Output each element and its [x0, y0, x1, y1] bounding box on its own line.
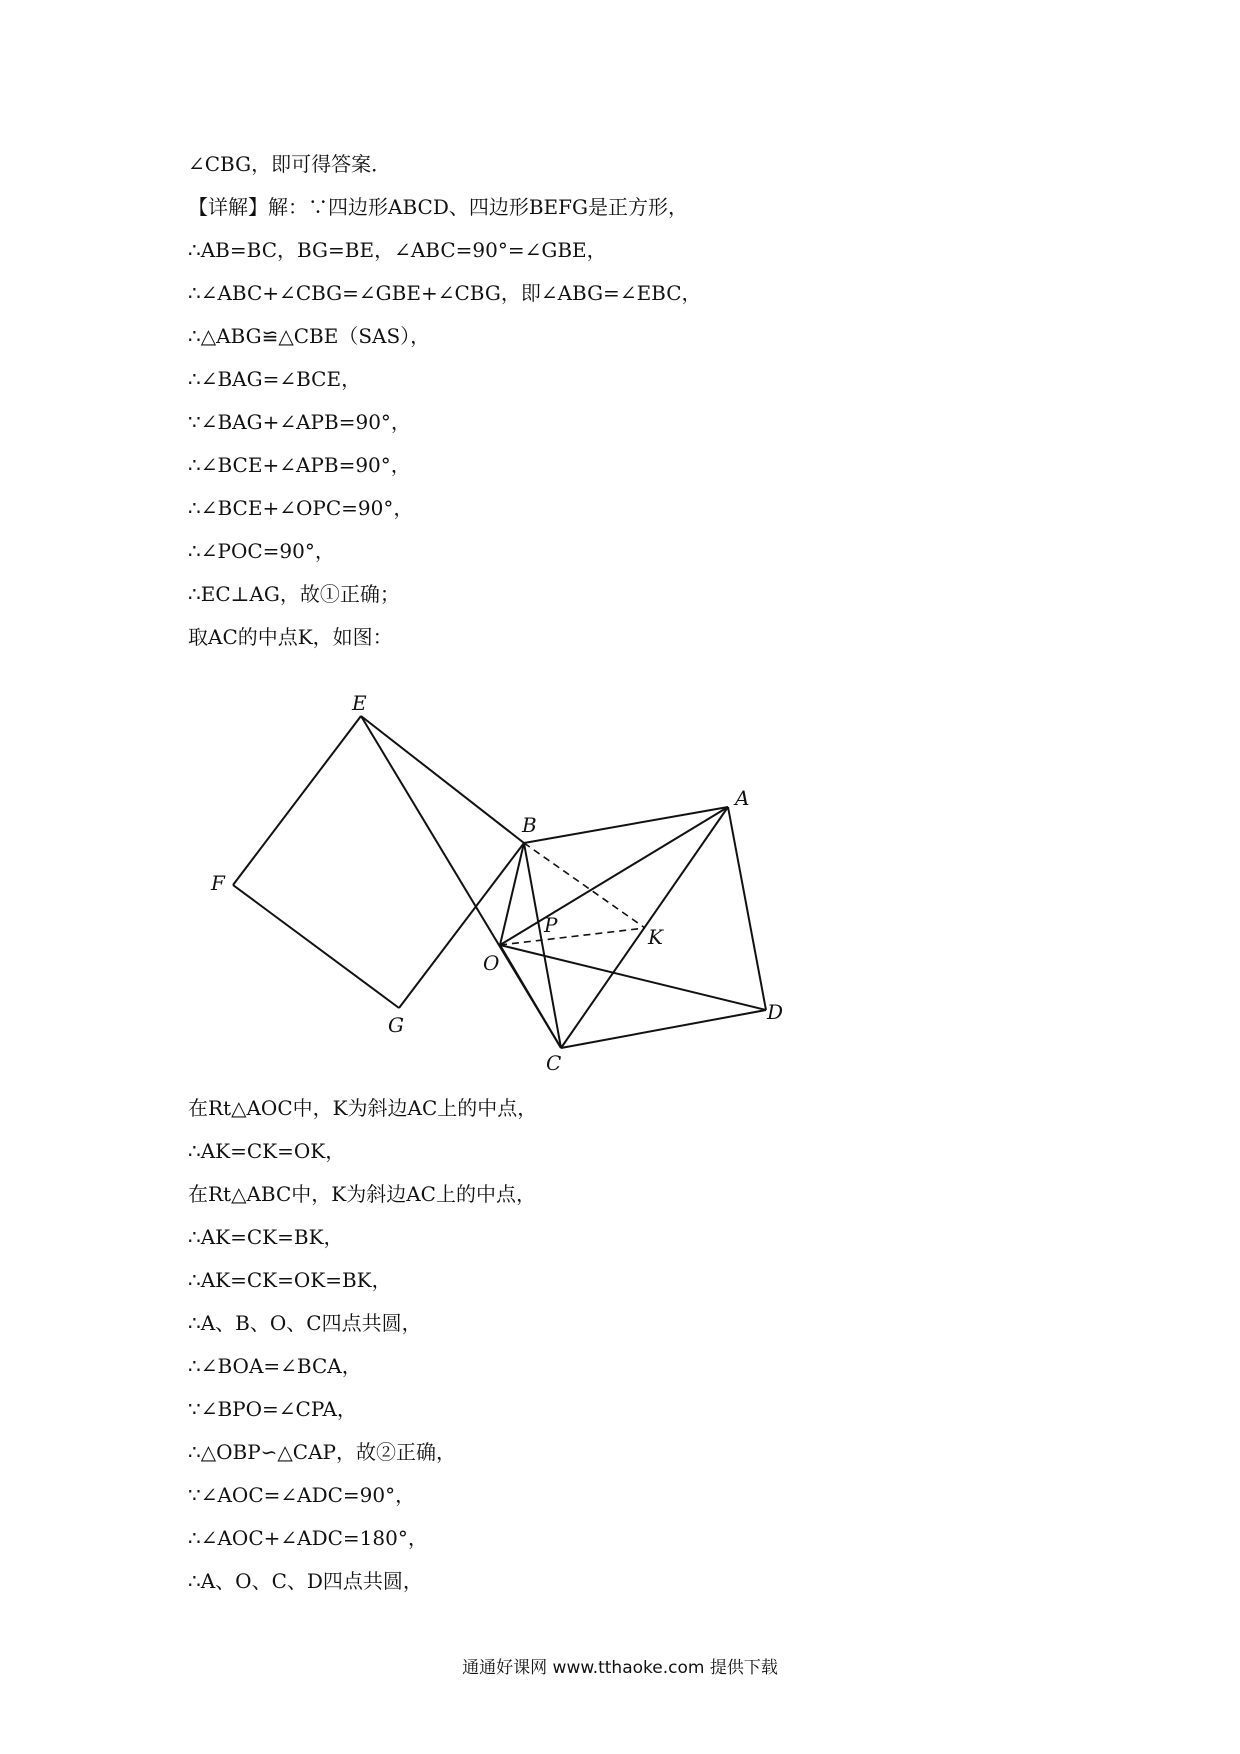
- geometry-figure: [200, 672, 800, 1072]
- text-line-24: ∴A、O、C、D四点共圆，: [188, 1569, 423, 1593]
- label-B: B: [522, 813, 537, 837]
- text-line-5: ∴△ABG≌△CBE（SAS），: [188, 324, 431, 348]
- label-D: D: [767, 1000, 784, 1024]
- label-O: O: [483, 951, 500, 975]
- text-line-4: ∴∠ABC+∠CBG=∠GBE+∠CBG，即∠ABG=∠EBC，: [188, 281, 702, 305]
- text-line-2: 【详解】解：∵四边形ABCD、四边形BEFG是正方形，: [188, 195, 688, 219]
- segment-OD: [500, 945, 766, 1010]
- segment-DC: [561, 1010, 766, 1048]
- text-line-15: 在Rt△ABC中，K为斜边AC上的中点，: [188, 1182, 536, 1206]
- text-line-11: ∴EC⊥AG，故①正确；: [188, 582, 400, 606]
- text-line-7: ∵∠BAG+∠APB=90°，: [188, 410, 411, 434]
- label-G: G: [388, 1013, 404, 1037]
- text-line-9: ∴∠BCE+∠OPC=90°，: [188, 496, 414, 520]
- geometry-svg: [200, 672, 800, 1072]
- label-C: C: [546, 1051, 562, 1072]
- text-line-22: ∵∠AOC=∠ADC=90°，: [188, 1483, 416, 1507]
- segment-EB: [361, 716, 524, 843]
- label-A: A: [735, 786, 750, 810]
- text-line-1: ∠CBG，即可得答案．: [188, 152, 392, 176]
- text-line-14: ∴AK=CK=OK，: [188, 1139, 346, 1163]
- text-line-10: ∴∠POC=90°，: [188, 539, 335, 563]
- segment-FG: [233, 885, 399, 1008]
- segment-EF: [233, 716, 361, 885]
- label-E: E: [352, 691, 367, 715]
- label-F: F: [211, 871, 225, 895]
- text-line-16: ∴AK=CK=BK，: [188, 1225, 344, 1249]
- text-line-12: 取AC的中点K，如图：: [188, 625, 393, 649]
- text-line-21: ∴△OBP∽△CAP，故②正确，: [188, 1440, 456, 1464]
- dashed-OK: [500, 928, 645, 945]
- text-line-3: ∴AB=BC，BG=BE，∠ABC=90°=∠GBE，: [188, 238, 607, 262]
- text-line-19: ∴∠BOA=∠BCA，: [188, 1354, 362, 1378]
- dashed-BK: [524, 843, 645, 928]
- text-line-8: ∴∠BCE+∠APB=90°，: [188, 453, 411, 477]
- segment-AD: [728, 807, 766, 1010]
- text-line-18: ∴A、B、O、C四点共圆，: [188, 1311, 422, 1335]
- label-K: K: [648, 925, 663, 949]
- page-footer: 通通好课网 www.tthaoke.com 提供下载: [462, 1658, 778, 1678]
- text-line-23: ∴∠AOC+∠ADC=180°，: [188, 1526, 428, 1550]
- label-P: P: [544, 913, 558, 937]
- text-line-20: ∵∠BPO=∠CPA，: [188, 1397, 357, 1421]
- text-line-6: ∴∠BAG=∠BCE，: [188, 367, 362, 391]
- text-line-13: 在Rt△AOC中，K为斜边AC上的中点，: [188, 1096, 538, 1120]
- text-line-17: ∴AK=CK=OK=BK，: [188, 1268, 392, 1292]
